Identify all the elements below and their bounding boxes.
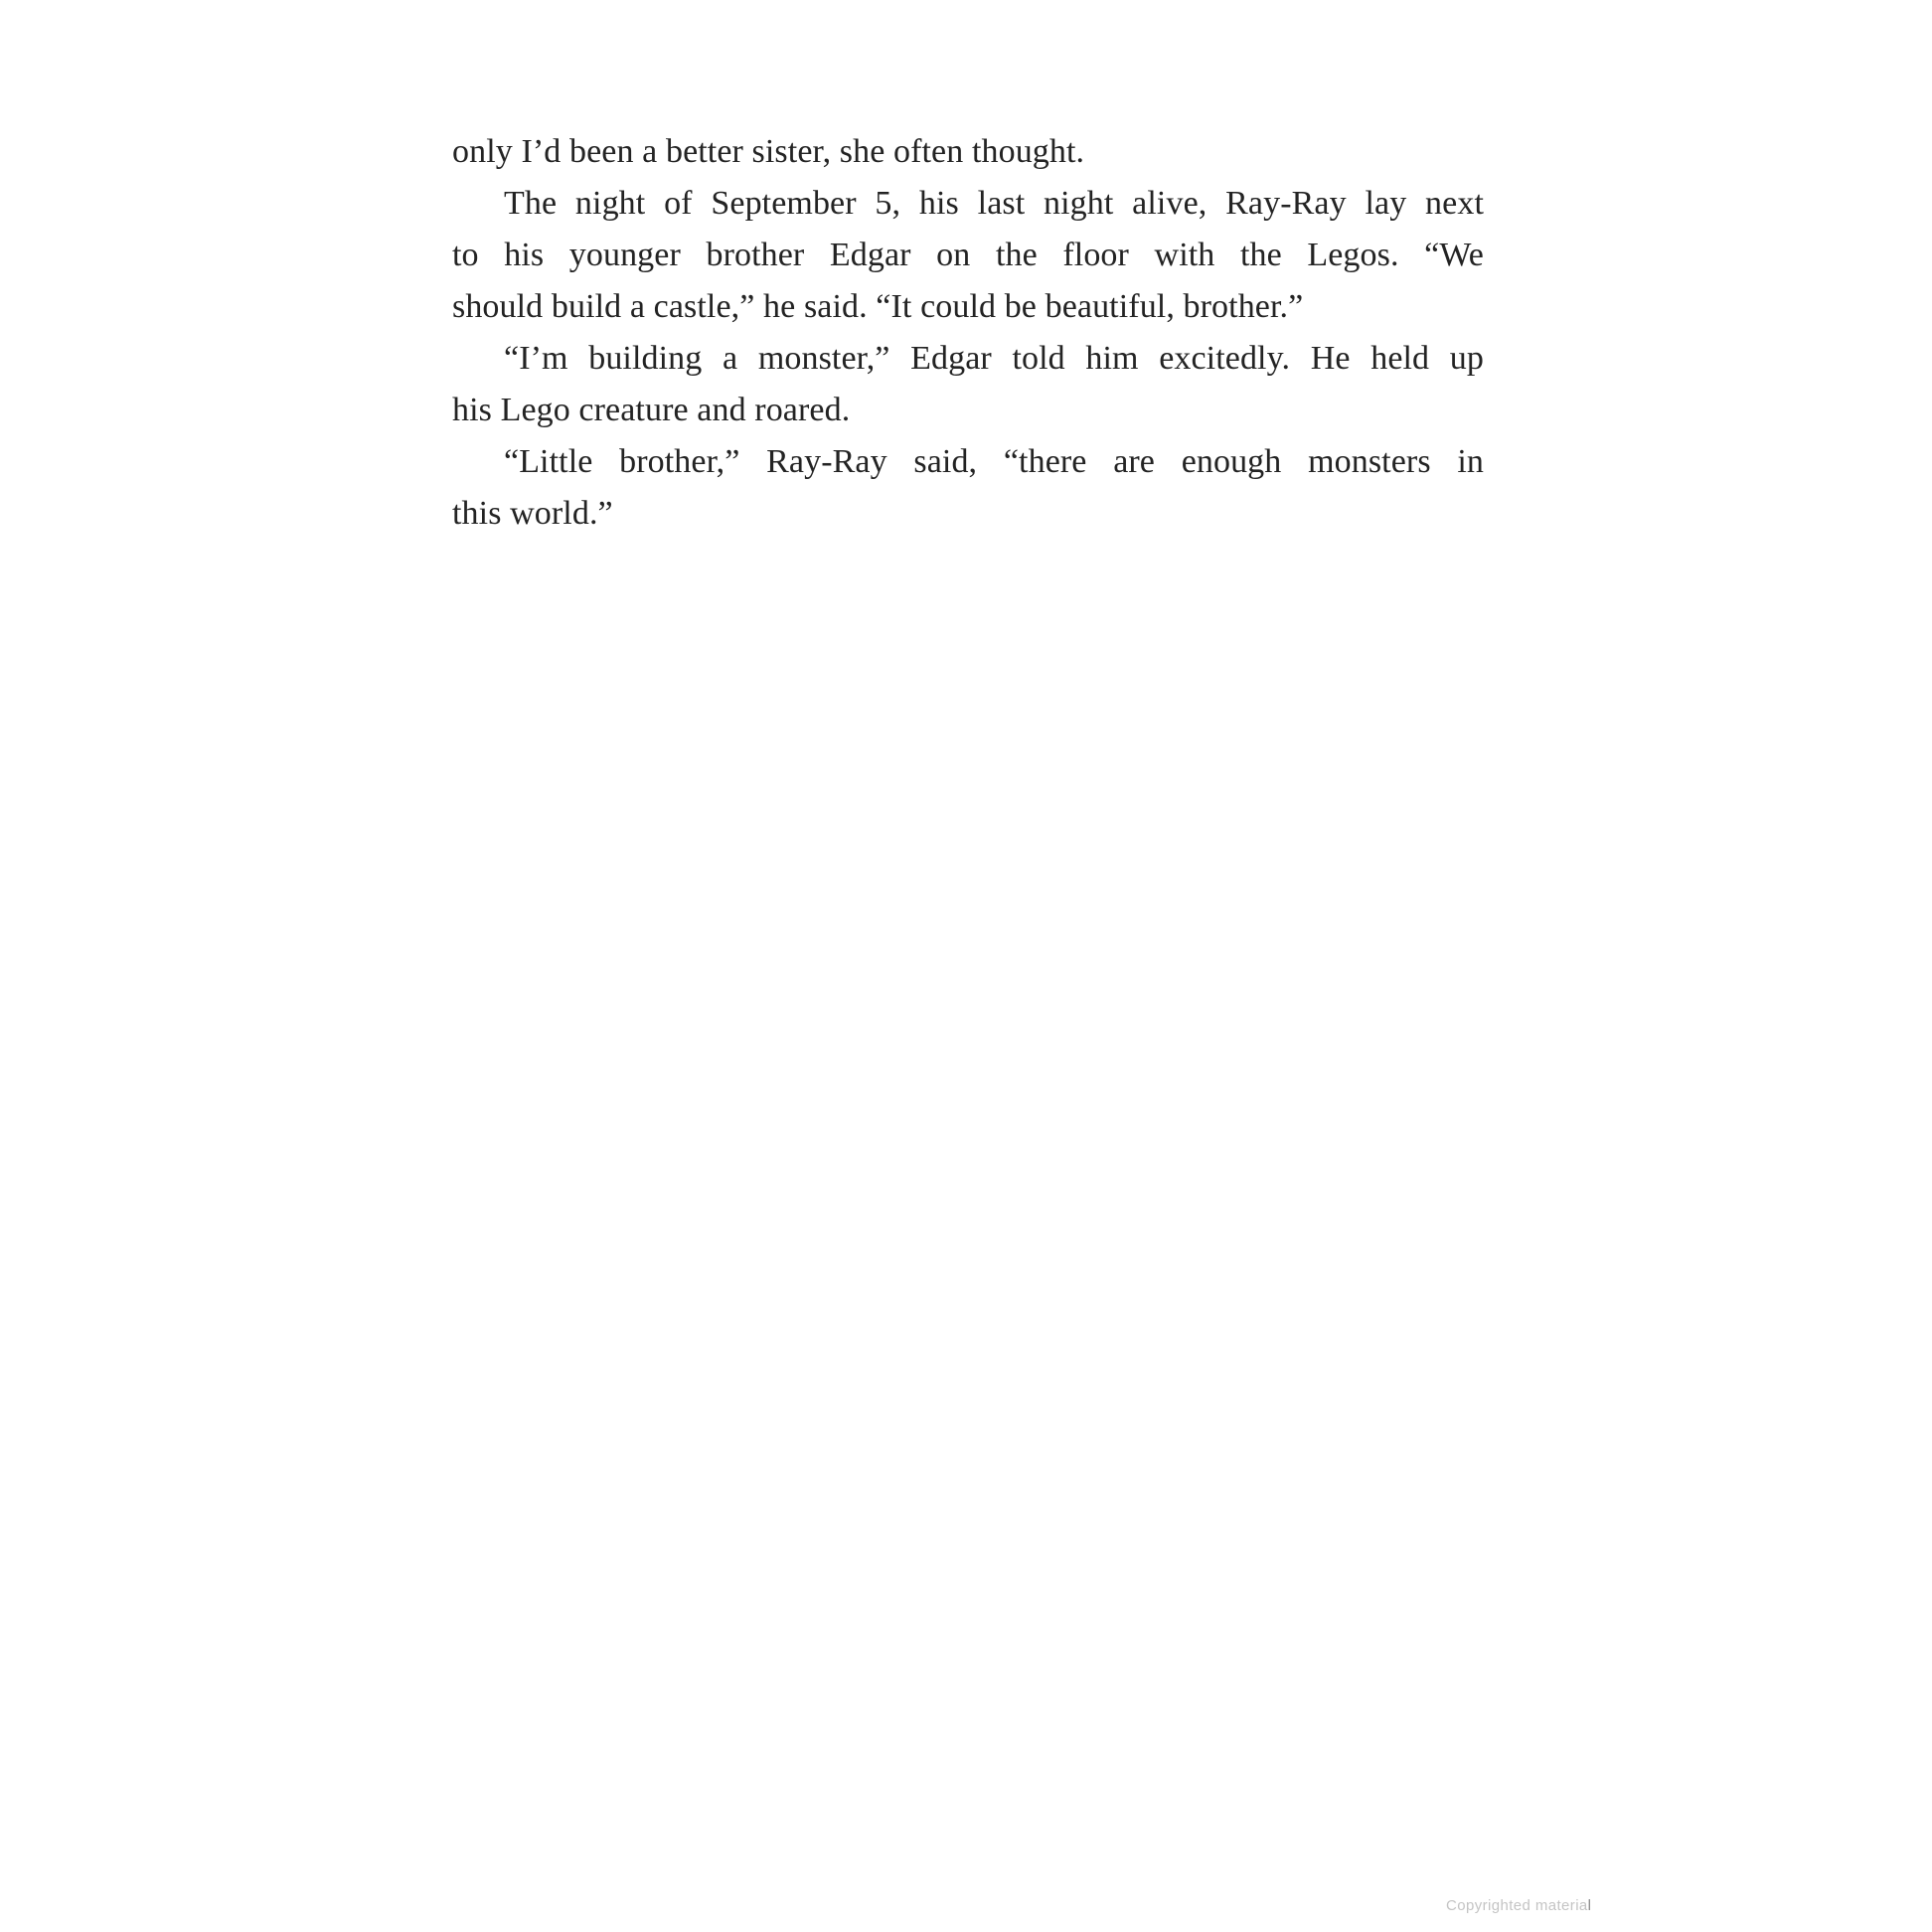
text-line: “I’m building a monster,” Edgar told him excitedly. He held up [504, 340, 1484, 377]
text-line: “Little brother,” Ray-Ray said, “there are enough monsters in [504, 443, 1484, 480]
copyright-watermark-text-tail: l [1587, 1897, 1592, 1914]
text-line: should build a castle,” he said. “It could be beautiful, brother.” [452, 288, 1304, 325]
copyright-watermark [1446, 1897, 1591, 1914]
copyright-watermark-text: Copyrighted materia [1446, 1897, 1588, 1914]
text-line: only I’d been a better sister, she often thought. [452, 133, 1085, 170]
text-line: to his younger brother Edgar on the floor with the Legos. “We [452, 237, 1484, 273]
text-line: this world.” [452, 495, 613, 532]
text-line: The night of September 5, his last night alive, Ray-Ray lay next [504, 185, 1484, 222]
text-line: his Lego creature and roared. [452, 392, 851, 428]
page-text-block [452, 126, 1484, 540]
